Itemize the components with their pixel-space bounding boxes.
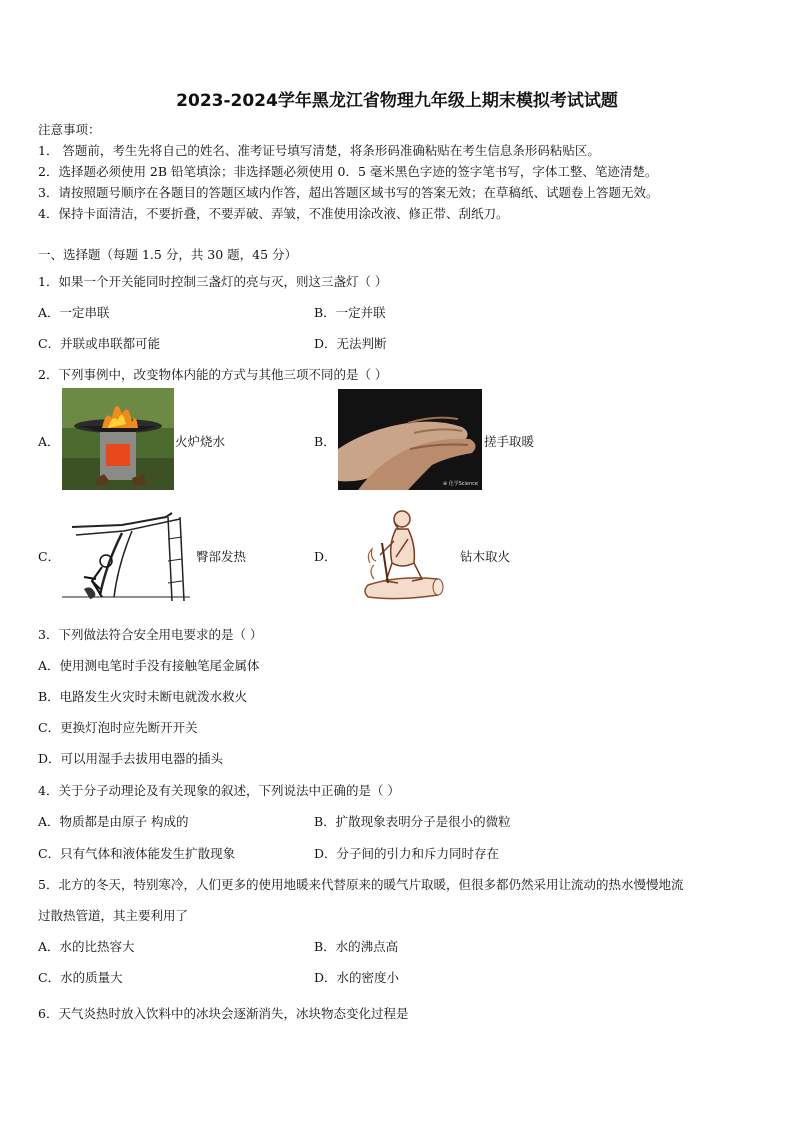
question-2-option-a-caption: 火炉烧水 — [175, 434, 226, 449]
drilling-wood-fire-image — [358, 505, 446, 603]
question-2-option-c-caption: 臀部发热 — [196, 549, 247, 564]
question-4-option-b[interactable]: B．扩散现象表明分子是很小的微粒 — [314, 814, 511, 829]
slide-sketch-image — [62, 505, 190, 603]
question-3-stem: 3．下列做法符合安全用电要求的是（ ） — [38, 627, 263, 642]
question-1-option-b[interactable]: B．一定并联 — [314, 305, 386, 320]
question-4-option-d[interactable]: D．分子间的引力和斥力同时存在 — [314, 846, 500, 861]
question-2-option-b-letter[interactable]: B． — [314, 434, 336, 449]
question-5-stem-line-2: 过散热管道，其主要利用了 — [38, 908, 189, 923]
rubbing-hands-image — [338, 389, 482, 490]
question-2-stem: 2．下列事例中，改变物体内能的方式与其他三项不同的是（ ） — [38, 367, 388, 382]
question-4-stem: 4．关于分子动理论及有关现象的叙述，下列说法中正确的是（ ） — [38, 783, 400, 798]
question-4-option-a[interactable]: A．物质都是由原子 构成的 — [38, 814, 189, 829]
question-2-option-a-letter[interactable]: A． — [38, 434, 60, 449]
question-4-option-c[interactable]: C．只有气体和液体能发生扩散现象 — [38, 846, 236, 861]
question-1-option-a[interactable]: A．一定串联 — [38, 305, 110, 320]
question-5-option-d[interactable]: D．水的密度小 — [314, 970, 400, 985]
question-2-option-b-caption: 搓手取暖 — [484, 434, 535, 449]
question-3-option-b[interactable]: B．电路发生火灾时未断电就泼水救火 — [38, 689, 248, 704]
question-3-option-c[interactable]: C．更换灯泡时应先断开开关 — [38, 720, 198, 735]
question-2-option-d-letter[interactable]: D． — [314, 549, 337, 564]
question-3-option-a[interactable]: A．使用测电笔时手没有接触笔尾金属体 — [38, 658, 260, 673]
question-3-option-d[interactable]: D．可以用湿手去拔用电器的插头 — [38, 751, 224, 766]
notice-heading: 注意事项： — [38, 122, 101, 137]
question-5-stem-line-1: 5．北方的冬天，特别寒冷，人们更多的使用地暖来代替原来的暖气片取暖，但很多都仍然采用让流动的热水慢慢地流 — [38, 877, 684, 892]
question-6-stem: 6．天气炎热时放入饮料中的冰块会逐渐消失，冰块物态变化过程是 — [38, 1006, 409, 1021]
stove-boiling-water-image — [62, 388, 174, 490]
notice-item-2: 2．选择题必须使用 2B 铅笔填涂；非选择题必须使用 0．5 毫米黑色字迹的签字笔书写，字体工整、笔迹清楚。 — [38, 164, 658, 179]
section-heading: 一、选择题（每题 1.5 分，共 30 题，45 分） — [38, 247, 298, 262]
question-2-option-d-caption: 钻木取火 — [460, 549, 511, 564]
question-5-option-a[interactable]: A．水的比热容大 — [38, 939, 135, 954]
question-5-option-b[interactable]: B．水的沸点高 — [314, 939, 399, 954]
question-5-option-c[interactable]: C．水的质量大 — [38, 970, 123, 985]
question-1-stem: 1．如果一个开关能同时控制三盏灯的亮与灭，则这三盏灯（ ） — [38, 274, 388, 289]
page-title: 2023-2024学年黑龙江省物理九年级上期末模拟考试试题 — [176, 91, 618, 111]
notice-item-3: 3．请按照题号顺序在各题目的答题区域内作答，超出答题区域书写的答案无效；在草稿纸、试题卷上答题无效。 — [38, 185, 659, 200]
image-watermark: ⊕ 化学Science — [442, 481, 478, 487]
question-2-option-c-letter[interactable]: C． — [38, 549, 61, 564]
notice-item-4: 4．保持卡面清洁，不要折叠，不要弄破、弄皱，不准使用涂改液、修正带、刮纸刀。 — [38, 206, 509, 221]
notice-item-1: 1． 答题前，考生先将自己的姓名、准考证号填写清楚，将条形码准确粘贴在考生信息条形码粘贴区。 — [38, 143, 600, 158]
question-1-option-c[interactable]: C．并联或串联都可能 — [38, 336, 161, 351]
question-1-option-d[interactable]: D．无法判断 — [314, 336, 387, 351]
